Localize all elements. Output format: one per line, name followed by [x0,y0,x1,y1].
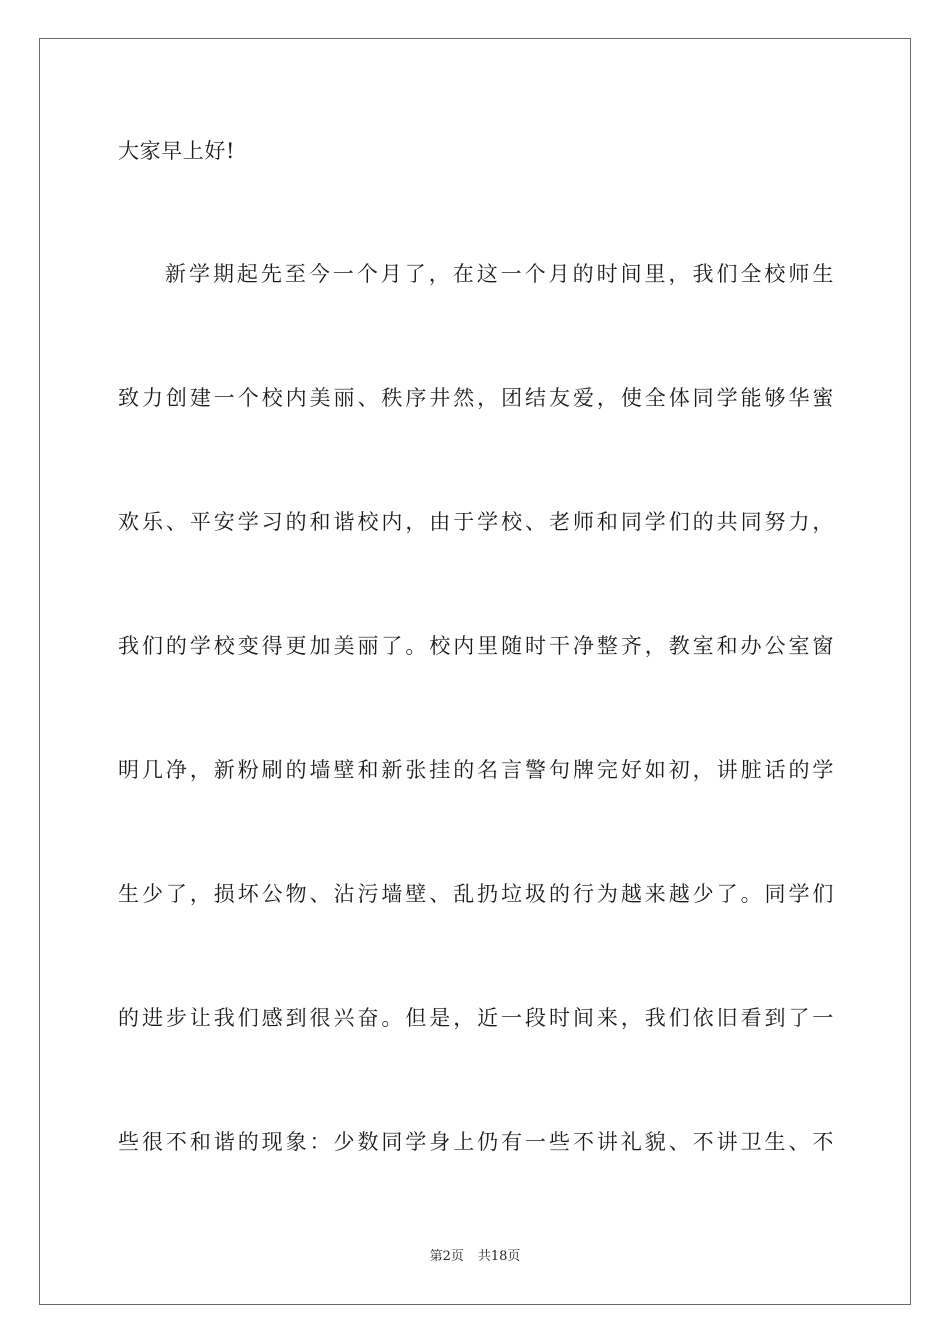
greeting-line: 大家早上好! [118,139,236,163]
paragraph-line-8: 些很不和谐的现象：少数同学身上仍有一些不讲礼貌、不讲卫生、不 [118,1130,834,1154]
paragraph-line-3: 欢乐、平安学习的和谐校内，由于学校、老师和同学们的共同努力， [118,510,834,534]
paragraph-line-6: 生少了，损坏公物、沾污墙壁、乱扔垃圾的行为越来越少了。同学们 [118,882,834,906]
page-total: 共18页 [477,1249,521,1264]
page-frame [39,38,911,1305]
paragraph-line-2: 致力创建一个校内美丽、秩序井然，团结友爱，使全体同学能够华蜜 [118,386,834,410]
paragraph-line-4: 我们的学校变得更加美丽了。校内里随时干净整齐，教室和办公室窗 [118,634,834,658]
paragraph-line-7: 的进步让我们感到很兴奋。但是，近一段时间来，我们依旧看到了一 [118,1006,834,1030]
paragraph-line-5: 明几净，新粉刷的墙壁和新张挂的名言警句牌完好如初，讲脏话的学 [118,758,834,782]
page-number: 第2页 [429,1249,464,1264]
paragraph-line-1: 新学期起先至今一个月了，在这一个月的时间里，我们全校师生 [165,262,834,286]
page-footer [0,1248,950,1266]
